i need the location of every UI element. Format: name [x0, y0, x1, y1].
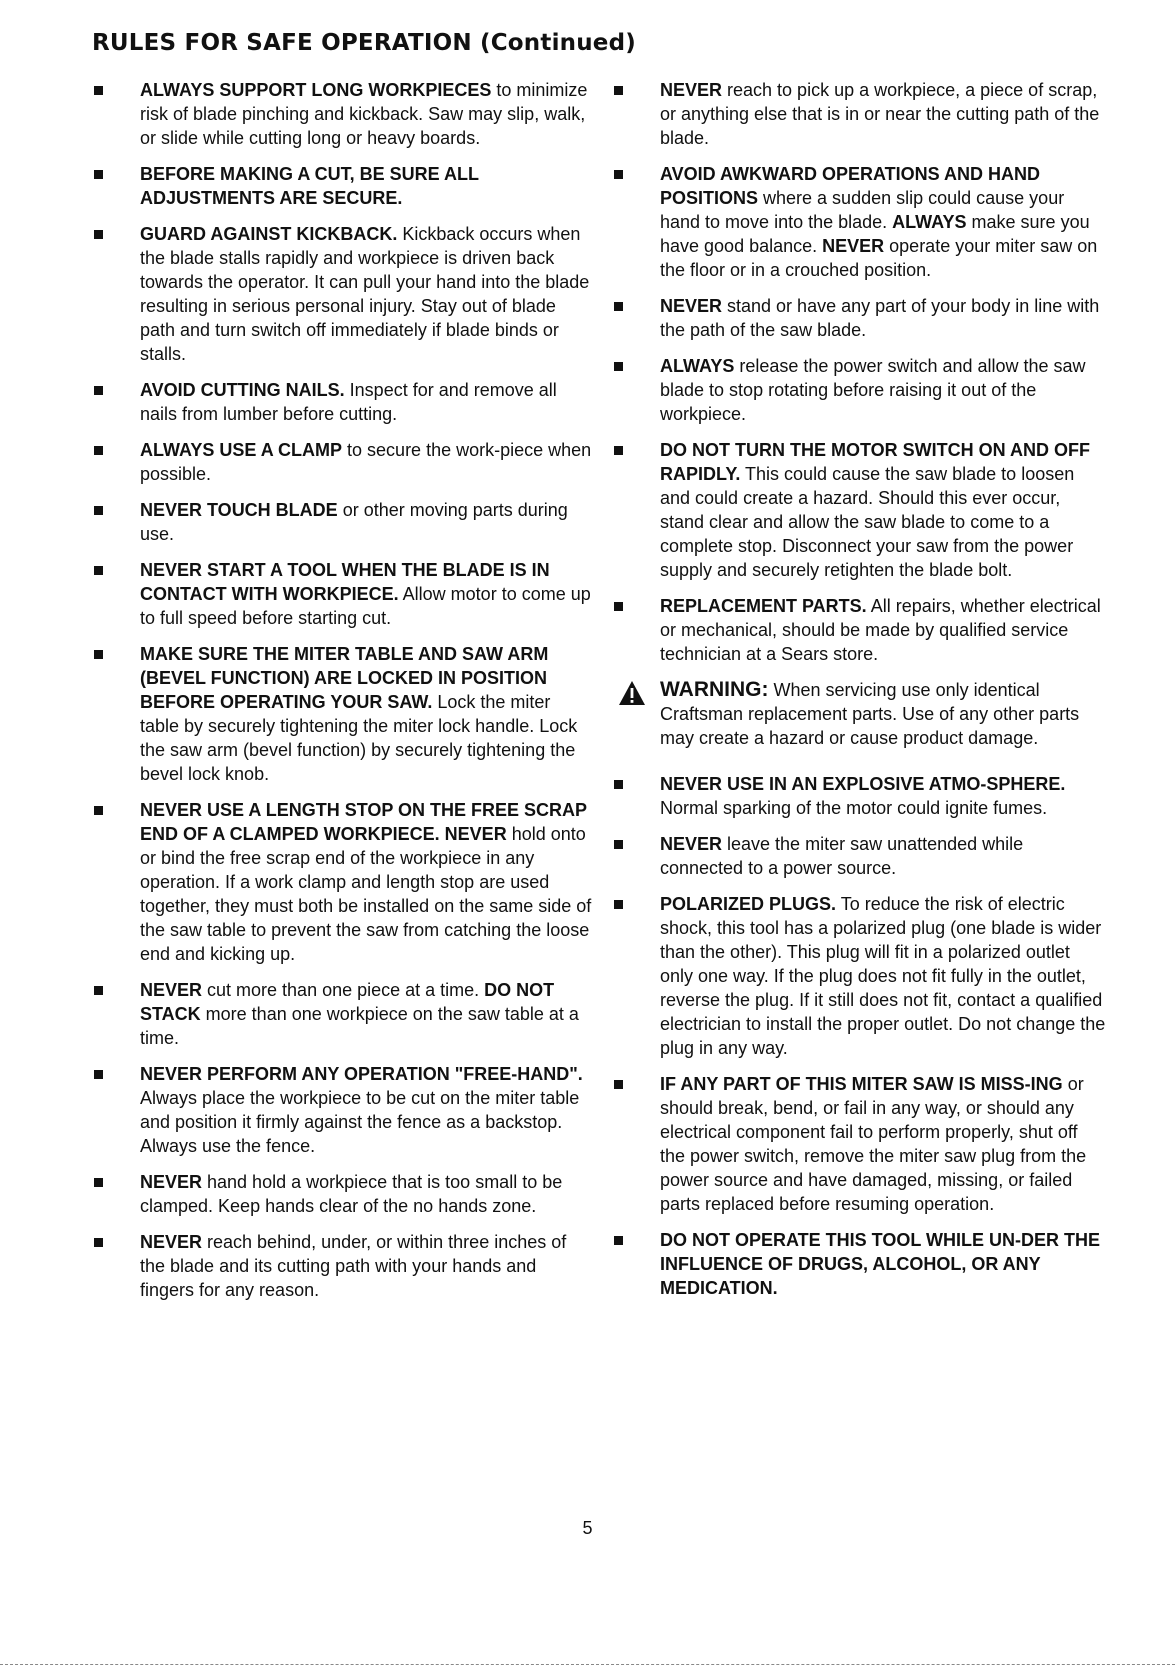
rule-lead: MAKE SURE THE MITER TABLE AND SAW ARM (BEVEL FUNCTION) ARE LOCKED IN POSITION BEFORE OPERATING YOUR SAW.: [140, 644, 549, 712]
rule-item: [612, 594, 1107, 666]
bullet-square-icon: [94, 986, 103, 995]
warning-heading: WARNING:: [660, 678, 769, 701]
rule-body: Normal sparking of the motor could ignite fumes.: [660, 798, 1048, 818]
bullet-square-icon: [94, 566, 103, 575]
bullet-square-icon: [94, 1238, 103, 1247]
bullet-square-icon: [614, 362, 623, 371]
rule-text: [140, 378, 592, 426]
rule-body: make sure you have good balance.: [660, 212, 1090, 256]
rule-body: Lock the miter table by securely tightening the miter lock handle. Lock the saw arm (bevel function) by securely tightening the bevel lock knob.: [140, 692, 578, 784]
rule-lead: NEVER USE IN AN EXPLOSIVE ATMO-SPHERE.: [660, 774, 1066, 794]
page-number: 5: [582, 1518, 593, 1538]
rule-item: [92, 222, 592, 366]
bullet-square-icon: [614, 446, 623, 455]
right-bottom-list: [612, 772, 1107, 1300]
rule-lead: DO NOT TURN THE MOTOR SWITCH ON AND OFF RAPIDLY.: [660, 440, 1090, 484]
rule-text: [660, 1228, 1107, 1300]
rule-item: [92, 78, 592, 150]
rule-item: [612, 354, 1107, 426]
rule-item: [92, 1170, 592, 1218]
bullet-square-icon: [614, 1080, 623, 1089]
warning-text: When servicing use only identical Craftsman replacement parts. Use of any other parts may create a hazard or cause product damage.: [660, 680, 1080, 748]
bottom-edge-line: [0, 1664, 1175, 1667]
rule-text: [660, 438, 1107, 582]
bullet-square-icon: [94, 386, 103, 395]
rule-body: cut more than one piece at a time.: [202, 980, 485, 1000]
warning-triangle-icon: [618, 680, 646, 706]
rule-body: or other moving parts during use.: [140, 500, 568, 544]
rule-body: operate your miter saw on the floor or in a crouched position.: [660, 236, 1098, 280]
rule-lead: IF ANY PART OF THIS MITER SAW IS MISS-ING: [660, 1074, 1063, 1094]
rule-lead: REPLACEMENT PARTS.: [660, 596, 867, 616]
rule-text: [140, 1230, 592, 1302]
rule-lead: NEVER USE A LENGTH STOP ON THE FREE SCRAP END OF A CLAMPED WORKPIECE. NEVER: [140, 800, 587, 844]
rule-body: All repairs, whether electrical or mechanical, should be made by qualified service technician at a Sears store.: [660, 596, 1101, 664]
bullet-square-icon: [94, 806, 103, 815]
rule-item: [612, 78, 1107, 150]
rule-item: [612, 772, 1107, 820]
rule-item: [92, 162, 592, 210]
rule-lead: NEVER TOUCH BLADE: [140, 500, 338, 520]
rule-text: [660, 294, 1107, 342]
bullet-square-icon: [94, 1070, 103, 1079]
rule-text: [660, 78, 1107, 150]
rule-body: release the power switch and allow the saw blade to stop rotating before raising it out of the workpiece.: [660, 356, 1086, 424]
rule-lead: NEVER: [660, 834, 723, 854]
bullet-square-icon: [94, 446, 103, 455]
page-title: RULES FOR SAFE OPERATION (Continued): [92, 30, 636, 56]
rule-item: [612, 892, 1107, 1060]
bullet-square-icon: [614, 1236, 623, 1245]
rule-lead: AVOID AWKWARD OPERATIONS AND HAND POSITIONS: [660, 164, 1040, 208]
rule-text: [660, 832, 1107, 880]
right-column: [612, 78, 1107, 1312]
rule-text: [140, 222, 592, 366]
right-top-list: [612, 78, 1107, 666]
left-column: [92, 78, 592, 1314]
rule-body: reach behind, under, or within three inches of the blade and its cutting path with your hands and fingers for any reason.: [140, 1232, 567, 1300]
bullet-square-icon: [614, 302, 623, 311]
rule-text: [140, 162, 592, 210]
rule-text: [140, 438, 592, 486]
rule-lead: NEVER: [140, 1232, 203, 1252]
rule-lead: NEVER START A TOOL WHEN THE BLADE IS IN CONTACT WITH WORKPIECE.: [140, 560, 550, 604]
rule-lead: NEVER PERFORM ANY OPERATION "FREE-HAND".: [140, 1064, 583, 1084]
rule-lead: ALWAYS: [660, 356, 735, 376]
rule-body: Inspect for and remove all nails from lumber before cutting.: [140, 380, 557, 424]
rule-body: Kickback occurs when the blade stalls rapidly and workpiece is driven back towards the operator. It can pull your hand into the blade resulting in serious personal injury. Stay out of blade path and turn switch off immediately if blade binds or stalls.: [140, 224, 590, 364]
rule-body: Allow motor to come up to full speed before starting cut.: [140, 584, 591, 628]
bullet-square-icon: [614, 780, 623, 789]
rule-item: [612, 832, 1107, 880]
rule-body: to minimize risk of blade pinching and kickback. Saw may slip, walk, or slide while cutting long or heavy boards.: [140, 80, 588, 148]
rule-body: more than one workpiece on the saw table at a time.: [140, 1004, 579, 1048]
rule-text: [140, 498, 592, 546]
rule-text: [660, 162, 1107, 282]
rule-item: [92, 1062, 592, 1158]
rule-lead: DO NOT STACK: [140, 980, 555, 1024]
rule-text: [660, 772, 1107, 820]
rule-text: [660, 354, 1107, 426]
rule-item: [92, 642, 592, 786]
bullet-square-icon: [94, 230, 103, 239]
rule-item: [92, 558, 592, 630]
rule-body: reach to pick up a workpiece, a piece of scrap, or anything else that is in or near the cutting path of the blade.: [660, 80, 1100, 148]
rule-body: Always place the workpiece to be cut on the miter table and position it firmly against the fence as a backstop. Always use the fence.: [140, 1088, 580, 1156]
rule-lead: ALWAYS SUPPORT LONG WORKPIECES: [140, 80, 492, 100]
bullet-square-icon: [614, 900, 623, 909]
rule-item: [612, 294, 1107, 342]
rule-body: This could cause the saw blade to loosen and could create a hazard. Should this ever occur, stand clear and allow the saw blade to come to a complete stop. Disconnect your saw from the power supply and securely retighten the blade bolt.: [660, 464, 1075, 580]
rule-lead: POLARIZED PLUGS.: [660, 894, 837, 914]
bullet-square-icon: [94, 86, 103, 95]
rule-text: [140, 642, 592, 786]
bullet-square-icon: [614, 170, 623, 179]
rule-item: [612, 1072, 1107, 1216]
rule-item: [92, 978, 592, 1050]
rule-text: [140, 558, 592, 630]
rule-body: stand or have any part of your body in line with the path of the saw blade.: [660, 296, 1100, 340]
rule-text: [660, 1072, 1107, 1216]
rule-text: [140, 978, 592, 1050]
rule-lead: NEVER: [660, 296, 723, 316]
rule-lead: ALWAYS USE A CLAMP: [140, 440, 343, 460]
rule-body: hold onto or bind the free scrap end of the workpiece in any operation. If a work clamp and length stop are used together, they must both be installed on the same side of the saw table to prevent the saw from catching the loose end and kicking up.: [140, 824, 592, 964]
bullet-square-icon: [94, 1178, 103, 1187]
rule-lead: NEVER: [140, 1172, 203, 1192]
rule-lead: ALWAYS: [892, 212, 967, 232]
rule-item: [92, 438, 592, 486]
rule-lead: NEVER: [660, 80, 723, 100]
rule-text: [140, 1170, 592, 1218]
rule-item: [612, 438, 1107, 582]
rule-lead: GUARD AGAINST KICKBACK.: [140, 224, 398, 244]
rule-text: [660, 892, 1107, 1060]
rule-body: To reduce the risk of electric shock, this tool has a polarized plug (one blade is wider than the other). This plug will fit in a polarized outlet only one way. If the plug does not fit fully in the outlet, reverse the plug. If it still does not fit, contact a qualified electrician to install the proper outlet. Do not change the plug in any way.: [660, 894, 1106, 1058]
rule-lead: BEFORE MAKING A CUT, BE SURE ALL ADJUSTMENTS ARE SECURE.: [140, 164, 479, 208]
rule-body: leave the miter saw unattended while connected to a power source.: [660, 834, 1024, 878]
bullet-square-icon: [614, 602, 623, 611]
warning-notice: [612, 678, 1107, 750]
rule-item: [612, 162, 1107, 282]
rule-lead: AVOID CUTTING NAILS.: [140, 380, 345, 400]
bullet-square-icon: [94, 170, 103, 179]
rule-text: [140, 798, 592, 966]
rule-lead: NEVER: [822, 236, 885, 256]
rule-item: [92, 498, 592, 546]
rule-item: [92, 1230, 592, 1302]
rule-lead: DO NOT OPERATE THIS TOOL WHILE UN-DER THE INFLUENCE OF DRUGS, ALCOHOL, OR ANY MEDICATION.: [660, 1230, 1101, 1298]
rule-text: [140, 1062, 592, 1158]
rule-item: [92, 798, 592, 966]
rule-text: [660, 594, 1107, 666]
rule-body: where a sudden slip could cause your hand to move into the blade.: [660, 188, 1065, 232]
rule-body: hand hold a workpiece that is too small to be clamped. Keep hands clear of the no hands zone.: [140, 1172, 563, 1216]
rule-item: [92, 378, 592, 426]
bullet-square-icon: [614, 86, 623, 95]
bullet-square-icon: [614, 840, 623, 849]
bullet-square-icon: [94, 650, 103, 659]
rule-item: [612, 1228, 1107, 1300]
rule-text: [140, 78, 592, 150]
rule-body: to secure the work-piece when possible.: [140, 440, 592, 484]
rule-body: or should break, bend, or fail in any way, or should any electrical component fail to perform properly, shut off the power switch, remove the miter saw plug from the power source and have damaged, missing, or failed parts replaced before resuming operation.: [660, 1074, 1087, 1214]
rule-lead: NEVER: [140, 980, 203, 1000]
bullet-square-icon: [94, 506, 103, 515]
